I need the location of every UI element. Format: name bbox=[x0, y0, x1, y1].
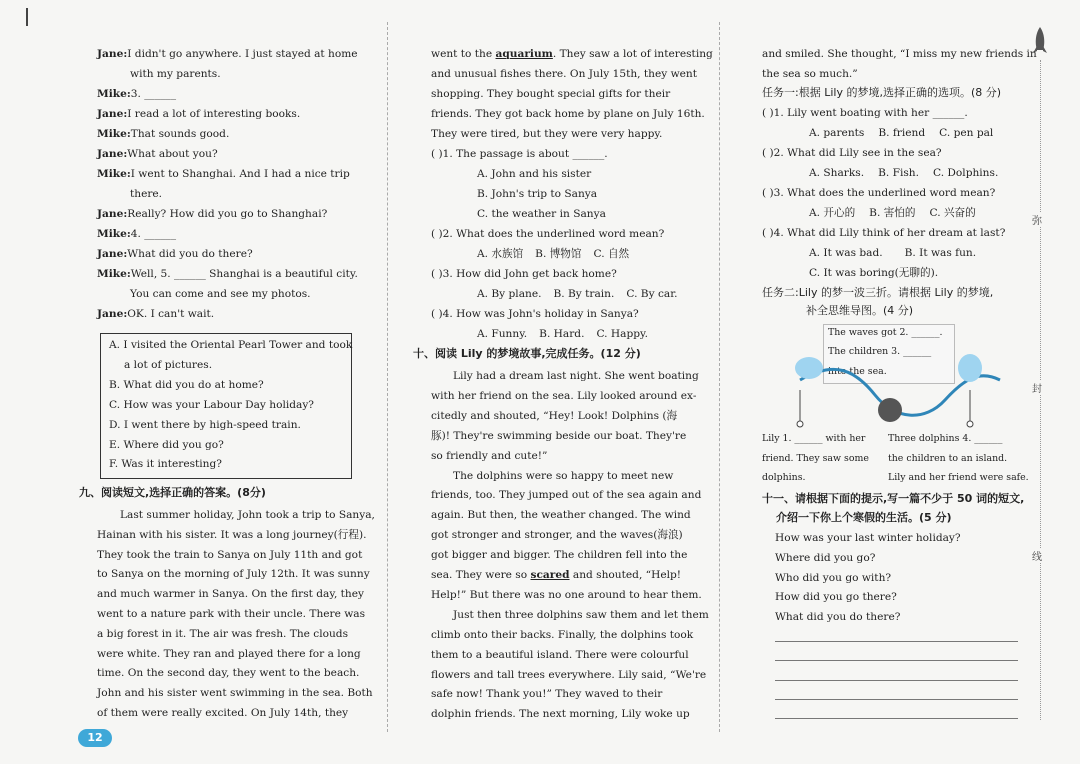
passage-text: to Sanya on the morning of July 12th. It was sunny bbox=[97, 568, 370, 581]
speaker: Mike: bbox=[97, 268, 131, 280]
speaker: Jane: bbox=[97, 148, 128, 160]
mind-map-top-line1: The waves got 2. ______. bbox=[828, 327, 943, 338]
story-line bbox=[431, 707, 690, 721]
story-line bbox=[431, 449, 547, 463]
story-line bbox=[431, 488, 701, 502]
story-line bbox=[431, 528, 683, 542]
mind-map-left-line2: friend. They saw some bbox=[762, 453, 869, 464]
answer-option bbox=[109, 418, 301, 432]
question-text: ( )3. What does the underlined word mean? bbox=[762, 187, 996, 199]
mind-map-top-line3: into the sea. bbox=[828, 366, 887, 377]
story-text: safe now! Thank you!” They waved to their bbox=[431, 688, 663, 701]
question-text: ( )1. Lily went boating with her ______. bbox=[762, 107, 968, 119]
dialogue-line bbox=[97, 127, 229, 141]
passage-text: went to the bbox=[431, 48, 496, 60]
passage-text: a big forest in it. The air was fresh. The clouds bbox=[97, 627, 349, 640]
prompt-text: Where did you go? bbox=[775, 551, 876, 564]
dialogue-text: 4. ______ bbox=[130, 228, 177, 240]
passage-line bbox=[97, 666, 360, 680]
passage-line bbox=[97, 607, 366, 621]
choice-text: B. 博物馆 bbox=[535, 248, 582, 260]
writing-line[interactable] bbox=[775, 641, 1018, 642]
question bbox=[431, 267, 617, 281]
answer-option bbox=[109, 378, 264, 392]
choice-text: C. Happy. bbox=[596, 328, 648, 340]
passage-text: and much warmer in Sanya. On the first day, they bbox=[97, 588, 365, 601]
passage-line bbox=[97, 627, 354, 641]
passage-line bbox=[97, 567, 370, 581]
section-9-title: 九、阅读短文,选择正确的答案。(8分) bbox=[79, 486, 266, 499]
choice-text: C. 自然 bbox=[593, 248, 630, 260]
answer-choices bbox=[477, 247, 677, 261]
dialogue-line bbox=[130, 287, 311, 301]
story-line bbox=[431, 389, 696, 403]
passage-text: Hainan with his sister. It was a long journey(行程). bbox=[97, 528, 367, 541]
story-text: citedly and shouted, “Hey! Look! Dolphins (海 bbox=[431, 409, 678, 422]
dialogue-text: What did you do there? bbox=[127, 248, 253, 260]
passage-line bbox=[431, 107, 705, 121]
story-text: got bigger and bigger. The children fell into the bbox=[431, 549, 688, 562]
question bbox=[762, 146, 942, 160]
dialogue-line bbox=[130, 187, 162, 201]
option-text: B. What did you do at home? bbox=[109, 379, 264, 391]
mind-map-right-line3: Lily and her friend were safe. bbox=[888, 472, 1029, 483]
dialogue-line bbox=[130, 67, 221, 81]
answer-choices bbox=[809, 246, 1009, 260]
answer-option bbox=[109, 457, 222, 471]
prompt-text: How did you go there? bbox=[775, 591, 897, 604]
story-text: sea. They were so bbox=[431, 569, 531, 581]
story-line bbox=[431, 648, 689, 662]
dialogue-text: That sounds good. bbox=[130, 128, 230, 140]
answer-choice bbox=[809, 266, 938, 280]
option-text: C. How was your Labour Day holiday? bbox=[109, 399, 314, 411]
passage-text: of them were really excited. On July 14th, they bbox=[97, 707, 349, 719]
speaker: Mike: bbox=[97, 228, 131, 240]
passage-line bbox=[97, 706, 354, 720]
passage-line bbox=[97, 548, 363, 562]
task-2-title-line2: 补全思维导图。(4 分) bbox=[806, 304, 914, 317]
choice-text: B. It was fun. bbox=[904, 247, 977, 259]
story-text: and shouted, “Help! bbox=[569, 569, 682, 581]
story-text: dolphin friends. The next morning, Lily woke up bbox=[431, 708, 690, 721]
passage-line bbox=[97, 647, 361, 661]
mind-map-left-line1: Lily 1. ______ with her bbox=[762, 433, 866, 444]
choice-text: A. Sharks. bbox=[809, 167, 865, 179]
option-text: F. Was it interesting? bbox=[109, 458, 222, 470]
question bbox=[762, 106, 968, 120]
story-text: and smiled. She thought, “I miss my new friends in bbox=[762, 48, 1037, 60]
dialogue-text: You can come and see my photos. bbox=[130, 288, 311, 300]
question bbox=[762, 186, 995, 200]
answer-choice bbox=[477, 207, 606, 221]
question bbox=[431, 227, 664, 241]
story-line bbox=[431, 409, 677, 423]
writing-prompt bbox=[775, 590, 897, 604]
choice-text: B. By train. bbox=[553, 288, 615, 300]
choice-text: C. pen pal bbox=[939, 127, 994, 139]
dialogue-line bbox=[97, 87, 176, 101]
story-text: friends, too. They jumped out of the sea again and bbox=[431, 489, 702, 502]
dialogue-text: I went to Shanghai. And I had a nice trip bbox=[130, 168, 350, 180]
writing-prompt bbox=[775, 551, 875, 565]
mind-map-left-line3: dolphins. bbox=[762, 472, 806, 483]
passage-line bbox=[97, 686, 373, 700]
answer-option bbox=[124, 358, 212, 372]
story-line bbox=[431, 508, 691, 522]
dialogue-line bbox=[97, 167, 350, 181]
passage-line bbox=[431, 87, 670, 101]
story-text: Lily had a dream last night. She went boating bbox=[453, 370, 699, 382]
choice-text: C. the weather in Sanya bbox=[477, 208, 606, 220]
dialogue-line bbox=[97, 227, 176, 241]
story-line bbox=[453, 369, 699, 383]
passage-text: . They saw a lot of interesting bbox=[552, 48, 713, 60]
binding-label-mi: 弥 bbox=[1032, 212, 1042, 227]
dialogue-text: I didn't go anywhere. I just stayed at home bbox=[127, 48, 358, 60]
story-line bbox=[453, 608, 709, 622]
question-text: ( )4. What did Lily think of her dream at last? bbox=[762, 227, 1006, 239]
passage-line bbox=[431, 47, 713, 61]
speaker: Jane: bbox=[97, 108, 128, 120]
question-text: ( )4. How was John's holiday in Sanya? bbox=[431, 308, 639, 320]
choice-text: A. 开心的 bbox=[809, 207, 856, 219]
mind-map-right-line1: Three dolphins 4. ______ bbox=[888, 433, 1003, 444]
corner-mark bbox=[26, 8, 28, 26]
question-text: ( )2. What does the underlined word mean? bbox=[431, 228, 665, 240]
choice-text: C. It was boring(无聊的). bbox=[809, 267, 939, 279]
story-line bbox=[762, 67, 858, 81]
section-11-title: 十一、请根据下面的提示,写一篇不少于 50 词的短文, bbox=[762, 492, 1025, 505]
choice-text: A. 水族馆 bbox=[477, 248, 524, 260]
story-text: got stronger and stronger, and the waves(海浪) bbox=[431, 529, 683, 542]
column-separator bbox=[719, 22, 720, 732]
choice-text: A. John and his sister bbox=[477, 168, 592, 180]
story-line bbox=[431, 628, 693, 642]
prompt-text: What did you do there? bbox=[775, 611, 901, 624]
mind-map-top-line2: The children 3. ______ bbox=[828, 346, 932, 357]
choice-text: A. parents bbox=[809, 127, 865, 139]
choice-text: A. Funny. bbox=[477, 328, 528, 340]
section-10-title: 十、阅读 Lily 的梦境故事,完成任务。(12 分) bbox=[413, 347, 641, 360]
dialogue-text: What about you? bbox=[127, 148, 218, 160]
story-line bbox=[431, 687, 662, 701]
passage-line bbox=[97, 528, 367, 542]
dialogue-line bbox=[97, 147, 218, 161]
answer-choices bbox=[809, 126, 1009, 140]
story-text: Help!” But there was no one around to hear them. bbox=[431, 588, 702, 601]
passage-line bbox=[431, 67, 697, 81]
dialogue-line bbox=[97, 207, 327, 221]
dialogue-text: Well, 5. ______ Shanghai is a beautiful city. bbox=[130, 268, 358, 280]
story-line bbox=[431, 668, 706, 682]
story-line bbox=[453, 469, 673, 483]
passage-line bbox=[431, 127, 662, 141]
story-line bbox=[431, 588, 702, 602]
story-text: them to a beautiful island. There were colourful bbox=[431, 648, 689, 661]
dialogue-text: I read a lot of interesting books. bbox=[127, 108, 301, 120]
speaker: Mike: bbox=[97, 168, 131, 180]
passage-text: They took the train to Sanya on July 11th and got bbox=[97, 548, 363, 561]
dialogue-text: OK. I can't wait. bbox=[127, 308, 215, 320]
choice-text: C. 兴奋的 bbox=[929, 207, 976, 219]
passage-line bbox=[120, 508, 375, 522]
passage-text: time. On the second day, they went to the beach. bbox=[97, 667, 360, 680]
choice-text: B. John's trip to Sanya bbox=[477, 188, 598, 200]
speaker: Jane: bbox=[97, 308, 128, 320]
passage-text: and unusual fishes there. On July 15th, they went bbox=[431, 68, 698, 80]
question-text: ( )3. How did John get back home? bbox=[431, 268, 617, 280]
question-text: ( )1. The passage is about ______. bbox=[431, 148, 608, 160]
mind-map-right-line2: the children to an island. bbox=[888, 453, 1008, 464]
passage-text: went to a nature park with their uncle. There was bbox=[97, 608, 366, 620]
speaker: Mike: bbox=[97, 128, 131, 140]
binding-label-xian: 线 bbox=[1032, 548, 1042, 563]
choice-text: B. 害怕的 bbox=[869, 207, 916, 219]
prompt-text: How was your last winter holiday? bbox=[775, 532, 961, 544]
choice-text: B. friend bbox=[878, 127, 926, 139]
passage-text: were white. They ran and played there for a long bbox=[97, 647, 361, 660]
choice-text: B. Hard. bbox=[539, 328, 585, 340]
story-text: flowers and tall trees everywhere. Lily said, “We're bbox=[431, 668, 707, 681]
passage-text: Last summer holiday, John took a trip to Sanya, bbox=[120, 509, 375, 521]
question bbox=[431, 307, 639, 321]
page-number: 12 bbox=[78, 729, 112, 747]
option-text: E. Where did you go? bbox=[109, 439, 224, 451]
underlined-word: aquarium bbox=[495, 48, 553, 60]
writing-line[interactable] bbox=[775, 718, 1018, 719]
story-text: the sea so much.” bbox=[762, 68, 858, 80]
passage-text: shopping. They bought special gifts for their bbox=[431, 88, 671, 100]
dialogue-text: there. bbox=[130, 188, 163, 200]
passage-text: John and his sister went swimming in the sea. Both bbox=[97, 687, 373, 700]
answer-choices bbox=[477, 327, 677, 341]
story-text: 豚)! They're swimming beside our boat. They're bbox=[431, 429, 687, 442]
dialogue-line bbox=[97, 47, 358, 61]
speaker: Jane: bbox=[97, 248, 128, 260]
question bbox=[431, 147, 608, 161]
prompt-text: Who did you go with? bbox=[775, 571, 892, 584]
answer-option bbox=[109, 438, 224, 452]
binding-label-feng: 封 bbox=[1032, 380, 1042, 395]
story-line bbox=[431, 548, 687, 562]
dialogue-line bbox=[97, 107, 300, 121]
answer-choices bbox=[477, 287, 677, 301]
answer-option bbox=[109, 398, 314, 412]
story-line bbox=[762, 47, 1037, 61]
writing-prompt bbox=[775, 571, 891, 585]
task-2-title: 任务二:Lily 的梦一波三折。请根据 Lily 的梦境, bbox=[762, 286, 994, 299]
speaker: Jane: bbox=[97, 48, 128, 60]
option-text: D. I went there by high-speed train. bbox=[109, 419, 301, 431]
story-text: with her friend on the sea. Lily looked around ex- bbox=[431, 389, 697, 402]
passage-text: friends. They got back home by plane on July 16th. bbox=[431, 108, 705, 120]
option-text: a lot of pictures. bbox=[124, 359, 213, 371]
column-separator bbox=[387, 22, 388, 732]
speaker: Mike: bbox=[97, 88, 131, 100]
choice-text: A. It was bad. bbox=[809, 247, 883, 259]
story-text: The dolphins were so happy to meet new bbox=[453, 469, 674, 482]
writing-line[interactable] bbox=[775, 660, 1018, 661]
choice-text: A. By plane. bbox=[477, 288, 542, 300]
question-text: ( )2. What did Lily see in the sea? bbox=[762, 147, 942, 159]
choice-text: C. Dolphins. bbox=[932, 167, 999, 179]
answer-choice bbox=[477, 187, 597, 201]
writing-line[interactable] bbox=[775, 680, 1018, 681]
dialogue-line bbox=[97, 307, 214, 321]
story-text: so friendly and cute!” bbox=[431, 449, 548, 462]
dialogue-text: with my parents. bbox=[130, 68, 221, 80]
choice-text: B. Fish. bbox=[878, 167, 919, 179]
choice-text: C. By car. bbox=[626, 288, 678, 300]
story-line bbox=[431, 429, 686, 443]
option-text: A. I visited the Oriental Pearl Tower and took bbox=[109, 339, 353, 351]
passage-text: They were tired, but they were very happy. bbox=[431, 128, 663, 140]
dialogue-line bbox=[97, 267, 358, 281]
story-text: again. But then, the weather changed. The wind bbox=[431, 509, 691, 522]
question bbox=[762, 226, 1005, 240]
writing-prompt bbox=[775, 610, 900, 624]
answer-choice bbox=[477, 167, 591, 181]
underlined-word: scared bbox=[530, 569, 570, 581]
task-1-title: 任务一:根据 Lily 的梦境,选择正确的选项。(8 分) bbox=[762, 86, 1002, 99]
speaker: Jane: bbox=[97, 208, 128, 220]
answer-option bbox=[109, 338, 352, 352]
story-text: Just then three dolphins saw them and let them bbox=[453, 608, 709, 621]
story-line bbox=[431, 568, 681, 582]
dialogue-line bbox=[97, 247, 253, 261]
passage-line bbox=[97, 587, 365, 601]
story-text: climb onto their backs. Finally, the dolphins took bbox=[431, 628, 694, 641]
section-11-title-line2: 介绍一下你上个寒假的生活。(5 分) bbox=[776, 511, 952, 524]
answer-choices bbox=[809, 166, 1009, 180]
answer-choices bbox=[809, 206, 1009, 220]
writing-prompt bbox=[775, 531, 961, 545]
writing-line[interactable] bbox=[775, 699, 1018, 700]
dialogue-text: Really? How did you go to Shanghai? bbox=[127, 208, 328, 220]
dialogue-text: 3. ______ bbox=[130, 88, 177, 100]
